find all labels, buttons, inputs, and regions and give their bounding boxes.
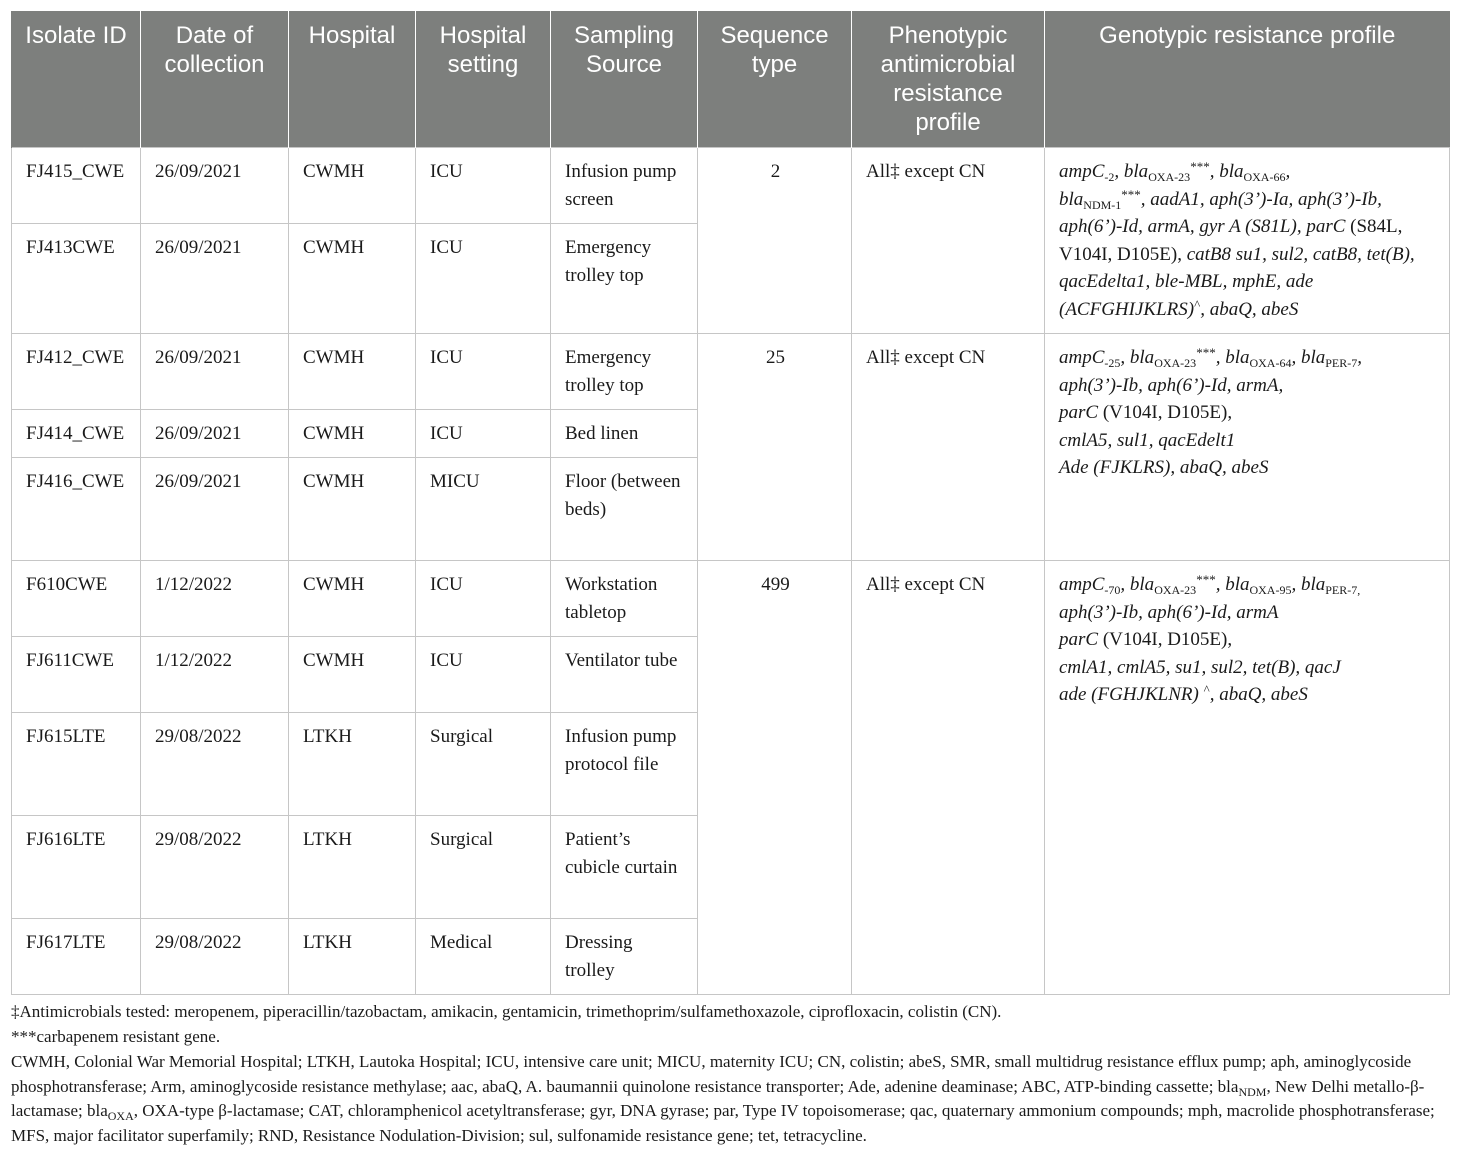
header-sequence-type: Sequence type [698, 11, 852, 148]
collection-date: 1/12/2022 [141, 637, 289, 713]
isolate-id: FJ415_CWE [12, 148, 141, 224]
phenotypic-profile: All‡ except CN [852, 148, 1045, 334]
hospital: CWMH [289, 637, 416, 713]
hospital: CWMH [289, 334, 416, 410]
collection-date: 26/09/2021 [141, 148, 289, 224]
header-genotypic: Genotypic resistance profile [1045, 11, 1450, 148]
header-source: Sampling Source [551, 11, 698, 148]
collection-date: 26/09/2021 [141, 410, 289, 458]
sampling-source: Floor (between beds) [551, 458, 698, 561]
hospital: CWMH [289, 458, 416, 561]
collection-date: 29/08/2022 [141, 919, 289, 995]
isolate-id: F610CWE [12, 561, 141, 637]
hospital: CWMH [289, 561, 416, 637]
table-row [12, 334, 1450, 410]
hospital-setting: ICU [416, 224, 551, 334]
hospital-setting: Medical [416, 919, 551, 995]
sampling-source: Ventilator tube [551, 637, 698, 713]
header-phenotypic: Phenotypic antimicrobial resistance profile [852, 11, 1045, 148]
header-isolate-id: Isolate ID [12, 11, 141, 148]
phenotypic-profile: All‡ except CN [852, 334, 1045, 561]
header-hospital: Hospital [289, 11, 416, 148]
isolate-id: FJ616LTE [12, 816, 141, 919]
genotypic-profile: ampC$_{-25}$, bla$_{OXA-23}$***, bla$_{OXA-64}$, bla$_{PER-7}$, aph(3’)-Ib, aph(6’)-Id, armA, parC (V104I, D105E), cmlA5, sul1, qacEdelt1 Ade (FJKLRS), abaQ, abeS [1045, 334, 1450, 561]
collection-date: 29/08/2022 [141, 713, 289, 816]
hospital-setting: Surgical [416, 713, 551, 816]
footnote-antimicrobials: ‡Antimicrobials tested: meropenem, piperacillin/tazobactam, amikacin, gentamicin, trimethoprim/sulfamethoxazole, ciprofloxacin, colistin (CN). [11, 1002, 1002, 1021]
hospital: CWMH [289, 410, 416, 458]
table-row [12, 148, 1450, 224]
sequence-type: 499 [698, 561, 852, 995]
hospital: LTKH [289, 713, 416, 816]
isolate-id: FJ615LTE [12, 713, 141, 816]
sampling-source: Workstation tabletop [551, 561, 698, 637]
resistance-table [11, 11, 1450, 995]
header-date: Date of collection [141, 11, 289, 148]
collection-date: 26/09/2021 [141, 334, 289, 410]
sampling-source: Infusion pump protocol file [551, 713, 698, 816]
hospital-setting: ICU [416, 334, 551, 410]
footnote-abbreviations: CWMH, Colonial War Memorial Hospital; LTKH, Lautoka Hospital; ICU, intensive care unit; MICU, maternity ICU; CN, colistin; abeS, SMR, small multidrug resistance efflux pump; aph, aminoglycoside phosphotransferase; Arm, aminoglycoside resistance methylase; aac, abaQ, A. baumannii quinolone resistance transporter; Ade, adenine deaminase; ABC, ATP-binding cassette; bla$_{NDM}$, New Delhi metallo-β-lactamase; bla$_{OXA}$, OXA-type β-lactamase; CAT, chloramphenicol acetyltransferase; gyr, DNA gyrase; par, Type IV topoisomerase; qac, quaternary ammonium compounds; mph, macrolide phosphotransferase; MFS, major facilitator superfamily; RND, Resistance Nodulation-Division; sul, sulfonamide resistance gene; tet, tetracycline. [11, 1052, 1435, 1145]
hospital-setting: ICU [416, 561, 551, 637]
sequence-type: 2 [698, 148, 852, 334]
header-row [12, 11, 1450, 148]
isolate-id: FJ416_CWE [12, 458, 141, 561]
hospital-setting: ICU [416, 637, 551, 713]
hospital: CWMH [289, 224, 416, 334]
hospital: LTKH [289, 919, 416, 995]
table-row [12, 561, 1450, 637]
phenotypic-profile: All‡ except CN [852, 561, 1045, 995]
sampling-source: Dressing trolley [551, 919, 698, 995]
sampling-source: Infusion pump screen [551, 148, 698, 224]
hospital-setting: ICU [416, 410, 551, 458]
hospital-setting: MICU [416, 458, 551, 561]
collection-date: 26/09/2021 [141, 224, 289, 334]
sequence-type: 25 [698, 334, 852, 561]
hospital-setting: ICU [416, 148, 551, 224]
sampling-source: Emergency trolley top [551, 224, 698, 334]
isolate-id: FJ611CWE [12, 637, 141, 713]
sampling-source: Patient’s cubicle curtain [551, 816, 698, 919]
genotypic-profile: ampC$_{-2}$, bla$_{OXA-23}$***, bla$_{OXA-66}$, bla$_{NDM-1}$***, aadA1, aph(3’)-Ia, aph(3’)-Ib, aph(6’)-Id, armA, gyr A (S81L), parC (S84L, V104I, D105E), catB8 su1, sul2, catB8, tet(B), qacEdelta1, ble-MBL, mphE, ade (ACFGHIJKLRS)^, abaQ, abeS [1045, 148, 1450, 334]
sampling-source: Bed linen [551, 410, 698, 458]
hospital: LTKH [289, 816, 416, 919]
footnote-carbapenem: ***carbapenem resistant gene. [11, 1027, 221, 1046]
header-setting: Hospital setting [416, 11, 551, 148]
hospital: CWMH [289, 148, 416, 224]
sampling-source: Emergency trolley top [551, 334, 698, 410]
genotypic-profile: ampC$_{-70}$, bla$_{OXA-23}$***, bla$_{OXA-95}$, bla$_{PER-7,}$ aph(3’)-Ib, aph(6’)-Id, armA parC (V104I, D105E), cmlA1, cmlA5, su1, sul2, tet(B), qacJ ade (FGHJKLNR) ^, abaQ, abeS [1045, 561, 1450, 995]
hospital-setting: Surgical [416, 816, 551, 919]
collection-date: 1/12/2022 [141, 561, 289, 637]
collection-date: 29/08/2022 [141, 816, 289, 919]
isolate-id: FJ413CWE [12, 224, 141, 334]
isolate-id: FJ412_CWE [12, 334, 141, 410]
collection-date: 26/09/2021 [141, 458, 289, 561]
isolate-id: FJ617LTE [12, 919, 141, 995]
isolate-id: FJ414_CWE [12, 410, 141, 458]
